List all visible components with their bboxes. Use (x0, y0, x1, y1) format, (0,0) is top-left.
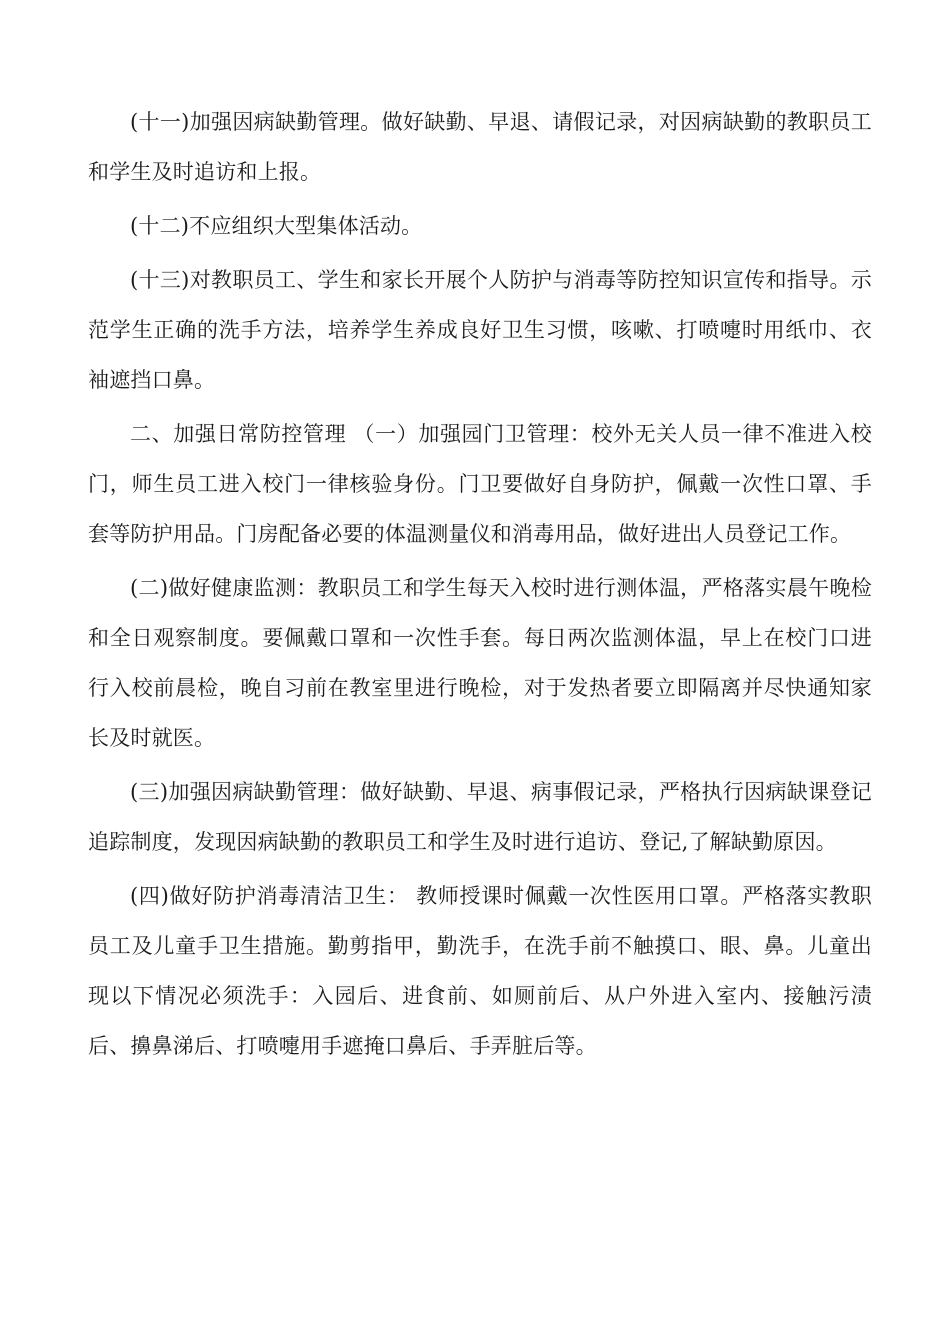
paragraph-absence-management: (十一)加强因病缺勤管理。做好缺勤、早退、请假记录，对因病缺勤的教职员工和学生及时追访和上报。 (88, 110, 872, 184)
paragraph-protection-education: (十三)对教职员工、学生和家长开展个人防护与消毒等防控知识宣传和指导。示范学生正确的洗手方法，培养学生养成良好卫生习惯，咳嗽、打喷嚏时用纸巾、衣袖遮挡口鼻。 (88, 268, 872, 392)
paragraph-disinfection-hygiene: (四)做好防护消毒清洁卫生： 教师授课时佩戴一次性医用口罩。严格落实教职员工及儿童手卫生措施。勤剪指甲，勤洗手，在洗手前不触摸口、眼、鼻。儿童出现以下情况必须洗手：入园后、进食前、如厕前后、从户外进入室内、接触污渍后、擤鼻涕后、打喷嚏用手遮掩口鼻后、手弄脏后等。 (88, 884, 872, 1058)
paragraph-absence-tracking: (三)加强因病缺勤管理：做好缺勤、早退、病事假记录，严格执行因病缺课登记追踪制度，发现因病缺勤的教职员工和学生及时进行追访、登记,了解缺勤原因。 (88, 780, 872, 854)
paragraph-health-monitoring: (二)做好健康监测：教职员工和学生每天入校时进行测体温，严格落实晨午晚检和全日观察制度。要佩戴口罩和一次性手套。每日两次监测体温，早上在校门口进行入校前晨检，晚自习前在教室里进行晚检，对于发热者要立即隔离并尽快通知家长及时就医。 (88, 576, 872, 750)
paragraph-daily-control-gate: 二、加强日常防控管理 （一）加强园门卫管理：校外无关人员一律不准进入校门，师生员工进入校门一律核验身份。门卫要做好自身防护，佩戴一次性口罩、手套等防护用品。门房配备必要的体温测量仪和消毒用品，做好进出人员登记工作。 (88, 422, 872, 546)
paragraph-no-group-activities: (十二)不应组织大型集体活动。 (130, 214, 423, 238)
